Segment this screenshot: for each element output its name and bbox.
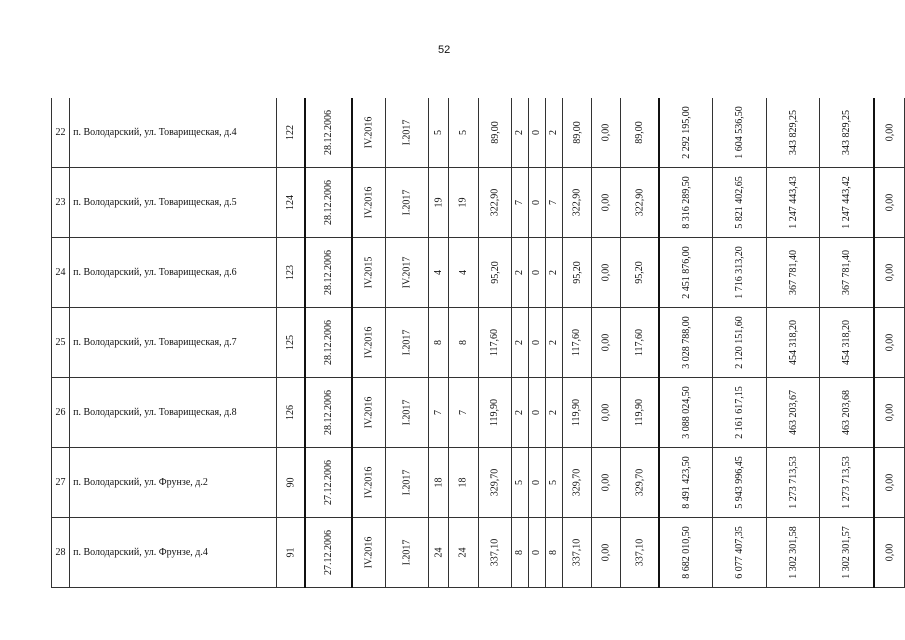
- cell-area: [478, 308, 511, 378]
- cell-text: 1 716 313,20: [734, 246, 746, 299]
- cell-text: 463 203,67: [787, 390, 799, 435]
- cell-c1: [277, 98, 305, 168]
- cell-text: 5: [433, 130, 445, 135]
- cell-text: I.2017: [401, 119, 413, 146]
- cell-text: 0,00: [883, 543, 895, 562]
- cell-text: 329,70: [571, 468, 583, 497]
- cell-zero2: [874, 518, 905, 588]
- cell-text: 5: [548, 480, 560, 485]
- cell-text: 1 604 536,50: [734, 106, 746, 159]
- cell-text: 463 203,68: [841, 390, 853, 435]
- cell-area2: [562, 378, 591, 448]
- cell-sum4: [820, 98, 874, 168]
- address-cell: п. Володарский, ул. Товарищеская, д.5: [70, 168, 277, 238]
- cell-text: 337,10: [489, 538, 501, 567]
- cell-text: 119,90: [489, 398, 501, 427]
- cell-text: 117,60: [571, 328, 583, 357]
- cell-text: IV.2016: [363, 116, 375, 149]
- cell-text: 2: [514, 340, 526, 345]
- cell-area: [478, 98, 511, 168]
- cell-text: 2 451 876,00: [680, 246, 692, 299]
- cell-c1: [277, 308, 305, 378]
- cell-q1: [352, 378, 386, 448]
- cell-text: 4: [433, 270, 445, 275]
- cell-zero1: [591, 518, 620, 588]
- cell-c: [545, 448, 562, 518]
- cell-zero2: [874, 448, 905, 518]
- housing-table: [51, 98, 905, 588]
- cell-b: [528, 308, 545, 378]
- cell-text: 322,90: [489, 188, 501, 217]
- cell-text: 0,00: [883, 123, 895, 142]
- cell-text: 8 491 423,50: [680, 456, 692, 509]
- cell-text: 3 088 024,50: [680, 386, 692, 439]
- cell-text: 454 318,20: [787, 320, 799, 365]
- cell-sum2: [713, 448, 767, 518]
- cell-text: 337,10: [634, 538, 645, 567]
- cell-text: IV.2016: [363, 186, 375, 219]
- cell-q1: [352, 448, 386, 518]
- cell-text: 1 247 443,43: [787, 176, 799, 229]
- cell-area: [478, 448, 511, 518]
- cell-text: 1 302 301,57: [841, 526, 853, 579]
- cell-q2: [386, 308, 429, 378]
- cell-text: 7: [514, 200, 526, 205]
- cell-sum2: [713, 308, 767, 378]
- table-row: [52, 518, 905, 588]
- cell-text: 0,00: [883, 473, 895, 492]
- cell-text: I.2017: [401, 539, 413, 566]
- cell-zero1: [591, 448, 620, 518]
- cell-sum2: [713, 238, 767, 308]
- cell-text: I.2017: [401, 189, 413, 216]
- cell-text: 18: [433, 477, 445, 488]
- cell-area: [478, 378, 511, 448]
- cell-text: 28.12.2006: [323, 180, 334, 225]
- cell-sum1: [659, 448, 713, 518]
- cell-sum2: [713, 168, 767, 238]
- cell-n1: [429, 238, 448, 308]
- table-row: [52, 238, 905, 308]
- cell-area3: [621, 518, 659, 588]
- cell-n1: [429, 378, 448, 448]
- cell-text: 0,00: [600, 263, 612, 282]
- cell-text: 28.12.2006: [323, 110, 334, 155]
- table-row: [52, 308, 905, 378]
- address-cell: п. Володарский, ул. Фрунзе, д.4: [70, 518, 277, 588]
- cell-date: [305, 168, 352, 238]
- cell-n1: [429, 308, 448, 378]
- cell-text: 2: [514, 270, 526, 275]
- cell-text: 0: [531, 340, 543, 345]
- cell-n2: [448, 518, 478, 588]
- cell-sum1: [659, 308, 713, 378]
- cell-sum1: [659, 98, 713, 168]
- cell-b: [528, 518, 545, 588]
- cell-text: 367 781,40: [841, 250, 853, 295]
- page-number: 52: [438, 44, 451, 56]
- cell-sum3: [766, 98, 820, 168]
- cell-sum4: [820, 308, 874, 378]
- cell-c: [545, 238, 562, 308]
- cell-a: [511, 308, 528, 378]
- cell-text: 0,00: [600, 473, 612, 492]
- row-number: 24: [52, 238, 70, 308]
- cell-c: [545, 308, 562, 378]
- cell-text: 122: [285, 125, 297, 140]
- row-number: 22: [52, 98, 70, 168]
- cell-q1: [352, 308, 386, 378]
- cell-text: 8: [548, 550, 560, 555]
- cell-text: 343 829,25: [787, 110, 799, 155]
- cell-zero1: [591, 308, 620, 378]
- cell-n2: [448, 98, 478, 168]
- cell-sum2: [713, 378, 767, 448]
- cell-area3: [621, 378, 659, 448]
- cell-date: [305, 98, 352, 168]
- cell-text: 91: [285, 547, 297, 558]
- cell-text: IV.2016: [363, 396, 375, 429]
- cell-sum1: [659, 378, 713, 448]
- cell-text: 8 316 289,50: [680, 176, 692, 229]
- table-row: [52, 98, 905, 168]
- cell-b: [528, 238, 545, 308]
- cell-text: I.2017: [401, 399, 413, 426]
- cell-text: 95,20: [489, 261, 501, 284]
- cell-text: 0,00: [883, 193, 895, 212]
- cell-text: 7: [548, 200, 560, 205]
- cell-text: 2 292 195,00: [680, 106, 692, 159]
- cell-sum3: [766, 168, 820, 238]
- table-row: [52, 168, 905, 238]
- cell-text: 19: [433, 197, 445, 208]
- cell-sum3: [766, 378, 820, 448]
- cell-q1: [352, 238, 386, 308]
- cell-n2: [448, 378, 478, 448]
- cell-a: [511, 168, 528, 238]
- cell-sum2: [713, 518, 767, 588]
- cell-sum1: [659, 518, 713, 588]
- cell-text: 0: [531, 550, 543, 555]
- cell-n1: [429, 168, 448, 238]
- cell-a: [511, 98, 528, 168]
- cell-c1: [277, 378, 305, 448]
- cell-text: 0,00: [600, 403, 612, 422]
- cell-date: [305, 518, 352, 588]
- cell-area2: [562, 98, 591, 168]
- cell-text: 1 273 713,53: [841, 456, 853, 509]
- cell-area2: [562, 238, 591, 308]
- cell-area: [478, 238, 511, 308]
- cell-text: 322,90: [634, 188, 645, 217]
- cell-area3: [621, 308, 659, 378]
- cell-text: I.2017: [401, 329, 413, 356]
- cell-sum4: [820, 448, 874, 518]
- address-cell: п. Володарский, ул. Товарищеская, д.8: [70, 378, 277, 448]
- cell-q2: [386, 378, 429, 448]
- cell-n2: [448, 448, 478, 518]
- cell-c1: [277, 238, 305, 308]
- cell-text: 4: [457, 270, 469, 275]
- cell-area3: [621, 98, 659, 168]
- cell-text: IV.2017: [401, 256, 413, 289]
- cell-area2: [562, 518, 591, 588]
- row-number: 28: [52, 518, 70, 588]
- table-row: [52, 378, 905, 448]
- cell-text: 0: [531, 270, 543, 275]
- cell-c1: [277, 518, 305, 588]
- cell-text: 126: [285, 405, 297, 420]
- cell-c: [545, 518, 562, 588]
- cell-text: 0,00: [600, 543, 612, 562]
- cell-n1: [429, 448, 448, 518]
- cell-text: 2: [548, 130, 560, 135]
- cell-zero1: [591, 168, 620, 238]
- cell-text: IV.2016: [363, 466, 375, 499]
- cell-text: 125: [285, 335, 297, 350]
- cell-zero1: [591, 98, 620, 168]
- cell-q2: [386, 168, 429, 238]
- cell-sum4: [820, 378, 874, 448]
- cell-text: 89,00: [634, 121, 645, 144]
- cell-q2: [386, 518, 429, 588]
- cell-text: 117,60: [489, 328, 501, 357]
- cell-sum4: [820, 168, 874, 238]
- cell-sum4: [820, 518, 874, 588]
- cell-text: 0,00: [600, 333, 612, 352]
- cell-text: 8: [457, 340, 469, 345]
- cell-text: IV.2015: [363, 256, 375, 289]
- cell-sum3: [766, 518, 820, 588]
- cell-zero2: [874, 98, 905, 168]
- cell-text: 1 302 301,58: [787, 526, 799, 579]
- cell-text: 0: [531, 200, 543, 205]
- cell-text: 2: [548, 410, 560, 415]
- cell-text: 2 161 617,15: [734, 386, 746, 439]
- cell-text: 27.12.2006: [323, 460, 334, 505]
- cell-text: 343 829,25: [841, 110, 853, 155]
- table-row: [52, 448, 905, 518]
- cell-text: 2: [548, 270, 560, 275]
- cell-n2: [448, 238, 478, 308]
- cell-text: 24: [433, 547, 445, 558]
- cell-c: [545, 378, 562, 448]
- cell-area2: [562, 308, 591, 378]
- row-number: 25: [52, 308, 70, 378]
- cell-text: 2 120 151,60: [734, 316, 746, 369]
- cell-text: 95,20: [634, 261, 645, 284]
- cell-n2: [448, 308, 478, 378]
- cell-text: 117,60: [633, 328, 645, 357]
- cell-zero2: [874, 308, 905, 378]
- cell-text: 0: [531, 410, 543, 415]
- row-number: 26: [52, 378, 70, 448]
- cell-q1: [352, 98, 386, 168]
- cell-date: [305, 378, 352, 448]
- cell-n1: [429, 518, 448, 588]
- cell-b: [528, 448, 545, 518]
- cell-text: 322,90: [571, 188, 583, 217]
- cell-sum3: [766, 308, 820, 378]
- cell-text: 0: [531, 130, 543, 135]
- cell-text: 5: [514, 480, 526, 485]
- cell-text: 0,00: [883, 333, 895, 352]
- cell-date: [305, 308, 352, 378]
- cell-area3: [621, 238, 659, 308]
- cell-text: I.2017: [401, 469, 413, 496]
- cell-b: [528, 378, 545, 448]
- address-cell: п. Володарский, ул. Фрунзе, д.2: [70, 448, 277, 518]
- cell-area2: [562, 168, 591, 238]
- cell-text: 2: [548, 340, 560, 345]
- cell-area3: [621, 448, 659, 518]
- cell-text: 5: [457, 130, 469, 135]
- cell-text: 5 943 996,45: [734, 456, 746, 509]
- cell-a: [511, 238, 528, 308]
- cell-text: 0: [531, 480, 543, 485]
- cell-text: 95,20: [571, 261, 583, 284]
- cell-text: 123: [285, 265, 297, 280]
- cell-text: 454 318,20: [841, 320, 853, 365]
- cell-c: [545, 168, 562, 238]
- cell-text: 0,00: [883, 263, 895, 282]
- cell-text: 8: [433, 340, 445, 345]
- cell-text: 24: [457, 547, 469, 558]
- cell-text: 7: [433, 410, 445, 415]
- cell-q1: [352, 168, 386, 238]
- cell-text: 89,00: [489, 121, 501, 144]
- cell-zero1: [591, 238, 620, 308]
- cell-zero1: [591, 378, 620, 448]
- cell-text: 8 682 010,50: [680, 526, 692, 579]
- cell-text: 119,90: [571, 398, 583, 427]
- cell-sum1: [659, 238, 713, 308]
- cell-text: 18: [457, 477, 469, 488]
- cell-c1: [277, 168, 305, 238]
- address-cell: п. Володарский, ул. Товарищеская, д.7: [70, 308, 277, 378]
- cell-text: 28.12.2006: [323, 250, 334, 295]
- cell-text: 0,00: [883, 403, 895, 422]
- cell-text: 337,10: [571, 538, 583, 567]
- cell-c: [545, 98, 562, 168]
- cell-sum1: [659, 168, 713, 238]
- cell-a: [511, 518, 528, 588]
- cell-text: IV.2016: [363, 326, 375, 359]
- cell-text: 124: [285, 195, 297, 210]
- address-cell: п. Володарский, ул. Товарищеская, д.6: [70, 238, 277, 308]
- cell-text: 6 077 407,35: [734, 526, 746, 579]
- cell-text: 28.12.2006: [323, 320, 334, 365]
- cell-q1: [352, 518, 386, 588]
- cell-text: 0,00: [600, 193, 612, 212]
- cell-a: [511, 378, 528, 448]
- cell-a: [511, 448, 528, 518]
- cell-zero2: [874, 168, 905, 238]
- cell-text: 28.12.2006: [323, 390, 334, 435]
- cell-text: 5 821 402,65: [734, 176, 746, 229]
- cell-area2: [562, 448, 591, 518]
- cell-text: 1 247 443,42: [841, 176, 853, 229]
- cell-zero2: [874, 378, 905, 448]
- cell-area3: [621, 168, 659, 238]
- cell-sum3: [766, 238, 820, 308]
- cell-sum2: [713, 98, 767, 168]
- cell-q2: [386, 238, 429, 308]
- address-cell: п. Володарский, ул. Товарищеская, д.4: [70, 98, 277, 168]
- cell-text: 119,90: [633, 398, 645, 427]
- cell-n1: [429, 98, 448, 168]
- cell-sum4: [820, 238, 874, 308]
- cell-text: 19: [457, 197, 469, 208]
- cell-b: [528, 168, 545, 238]
- cell-text: IV.2016: [363, 536, 375, 569]
- cell-text: 7: [457, 410, 469, 415]
- cell-text: 8: [514, 550, 526, 555]
- cell-area: [478, 518, 511, 588]
- cell-area: [478, 168, 511, 238]
- cell-text: 329,70: [634, 468, 645, 497]
- cell-text: 90: [285, 477, 297, 488]
- row-number: 23: [52, 168, 70, 238]
- cell-sum3: [766, 448, 820, 518]
- cell-text: 0,00: [600, 123, 612, 142]
- cell-q2: [386, 448, 429, 518]
- cell-text: 1 273 713,53: [787, 456, 799, 509]
- cell-text: 2: [514, 130, 526, 135]
- cell-c1: [277, 448, 305, 518]
- cell-zero2: [874, 238, 905, 308]
- cell-b: [528, 98, 545, 168]
- cell-text: 367 781,40: [787, 250, 799, 295]
- cell-date: [305, 448, 352, 518]
- cell-text: 2: [514, 410, 526, 415]
- cell-text: 329,70: [489, 468, 501, 497]
- cell-text: 27.12.2006: [323, 530, 334, 575]
- cell-date: [305, 238, 352, 308]
- cell-text: 3 028 788,00: [680, 316, 692, 369]
- cell-text: 89,00: [571, 121, 583, 144]
- cell-q2: [386, 98, 429, 168]
- cell-n2: [448, 168, 478, 238]
- row-number: 27: [52, 448, 70, 518]
